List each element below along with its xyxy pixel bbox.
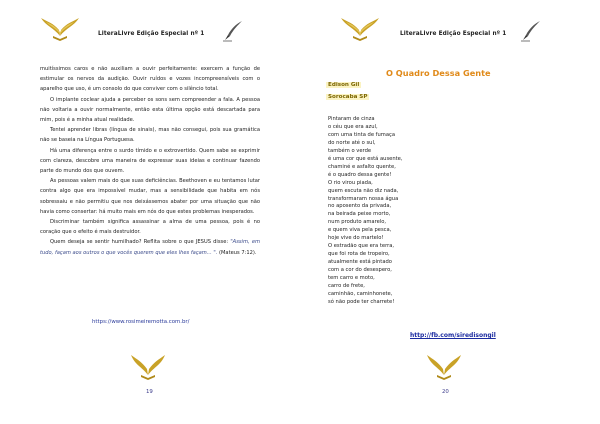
footer-winged-book-icon: [130, 345, 166, 385]
poem-line: transformaram nossa água: [328, 195, 399, 202]
poem-line: na beirada peixe morto,: [328, 211, 391, 218]
author-name: Edison Gil: [328, 82, 360, 88]
poem-line: é o quadro dessa gente!: [328, 171, 392, 178]
poem-line: quem escuta não diz nada,: [328, 187, 399, 194]
footer-winged-book-icon: [426, 345, 462, 385]
bible-quote: "Assim, em tudo, façam aos outros o que vocês querem que eles lhes façam... ".: [40, 239, 260, 256]
author-city: Sorocaba SP: [328, 94, 368, 100]
poem-line: é uma cor que está ausente,: [328, 155, 403, 162]
paragraph-last: [40, 237, 260, 257]
page-number: 19: [146, 389, 153, 395]
poem-line: e quem viva pela pesca,: [328, 227, 392, 234]
poem-line: o céu que era azul,: [328, 123, 378, 130]
author-facebook-link[interactable]: http://fb.com/siredisongil: [410, 332, 496, 339]
poem-line: com uma tinta de fumaça: [328, 131, 396, 138]
quill-pen-icon: [222, 20, 244, 42]
right-page: [300, 0, 600, 424]
quote-reference: (Mateus 7:12).: [218, 249, 257, 256]
poem-body: [328, 116, 403, 307]
header-title: LiteraLivre Edição Especial nº 1: [400, 31, 507, 37]
paragraph: Há uma diferença entre o surdo tímido e o extrovertido. Quem sabe se exprimir com clareza, descobre uma maneira de expressar suas ideias e continuar fazendo parte do mundo dos que ouvem.: [40, 147, 260, 175]
quill-pen-icon: [520, 20, 542, 42]
poem-line: tem carro e moto,: [328, 275, 375, 282]
paragraph: As pessoas valem mais do que suas deficiências. Beethoven e eu tentamos lutar contra algo que era impossível mudar, mas a sensibilidade que habita em nós sobressaiu e não permitiu que nos deixássemos abater por uma situação que não havia como consertar: há muito mais em nós do que estes problemas inesperados.: [40, 178, 260, 215]
poem-line: com a cor do desespero,: [328, 267, 392, 274]
poem-line: Pintaram de cinza: [328, 116, 375, 122]
paragraph: Tentei aprender libras (língua de sinais), mas não consegui, pois sua gramática não se baseia na Língua Portuguesa.: [40, 127, 260, 144]
paragraph: O implante coclear ajuda a perceber os sons sem compreender a fala. A pessoa não voltaria a ouvir normalmente, então esta última opção está descartada para mim, pois é a minha atual realidade.: [40, 96, 260, 124]
poem-title: O Quadro Dessa Gente: [386, 68, 491, 78]
winged-book-logo-icon: [40, 14, 80, 42]
poem-line: também o verde: [328, 147, 372, 154]
poem-line: do norte até o sul,: [328, 139, 376, 146]
paragraph: Discriminar também significa assassinar a alma de uma pessoa, pois é no coração que o efeito é mais destruidor.: [40, 219, 260, 236]
poem-line: chaminé e asfalto quente,: [328, 163, 396, 170]
article-body: [40, 64, 260, 258]
poem-line: hoje vive do martelo!: [328, 235, 384, 242]
poem-line: caminhão, caminhonete,: [328, 290, 393, 297]
paragraph: muitíssimos caros e não auxiliam a ouvir perfeitamente: exercem a função de estimular os nervos da audição. Ouvir ruídos e vozes incompreensíveis com o aparelho que uso, é um consolo do que conviver com o silêncio total.: [40, 66, 260, 93]
poem-line: atualmente está pintado: [328, 259, 392, 266]
header-title: LiteraLivre Edição Especial nº 1: [98, 31, 205, 37]
poem-line: no aposento da privada,: [328, 203, 392, 210]
poem-line: que foi rota de tropeiro,: [328, 251, 390, 258]
page-number: 20: [442, 389, 449, 395]
poem-line: só não pode ter charrete!: [328, 298, 395, 305]
poem-line: carro de frete,: [328, 283, 365, 290]
winged-book-logo-icon: [340, 14, 380, 42]
poem-line: O estradão que era terra,: [328, 243, 395, 250]
paragraph-lead: Quem deseja se sentir humilhado? Reflita sobre o que JESUS disse:: [50, 239, 229, 246]
poem-line: O rio virou piada,: [328, 179, 373, 186]
poem-line: num produto amarelo,: [328, 219, 387, 226]
author-website-link[interactable]: https://www.rosimeiremotta.com.br/: [92, 319, 190, 325]
